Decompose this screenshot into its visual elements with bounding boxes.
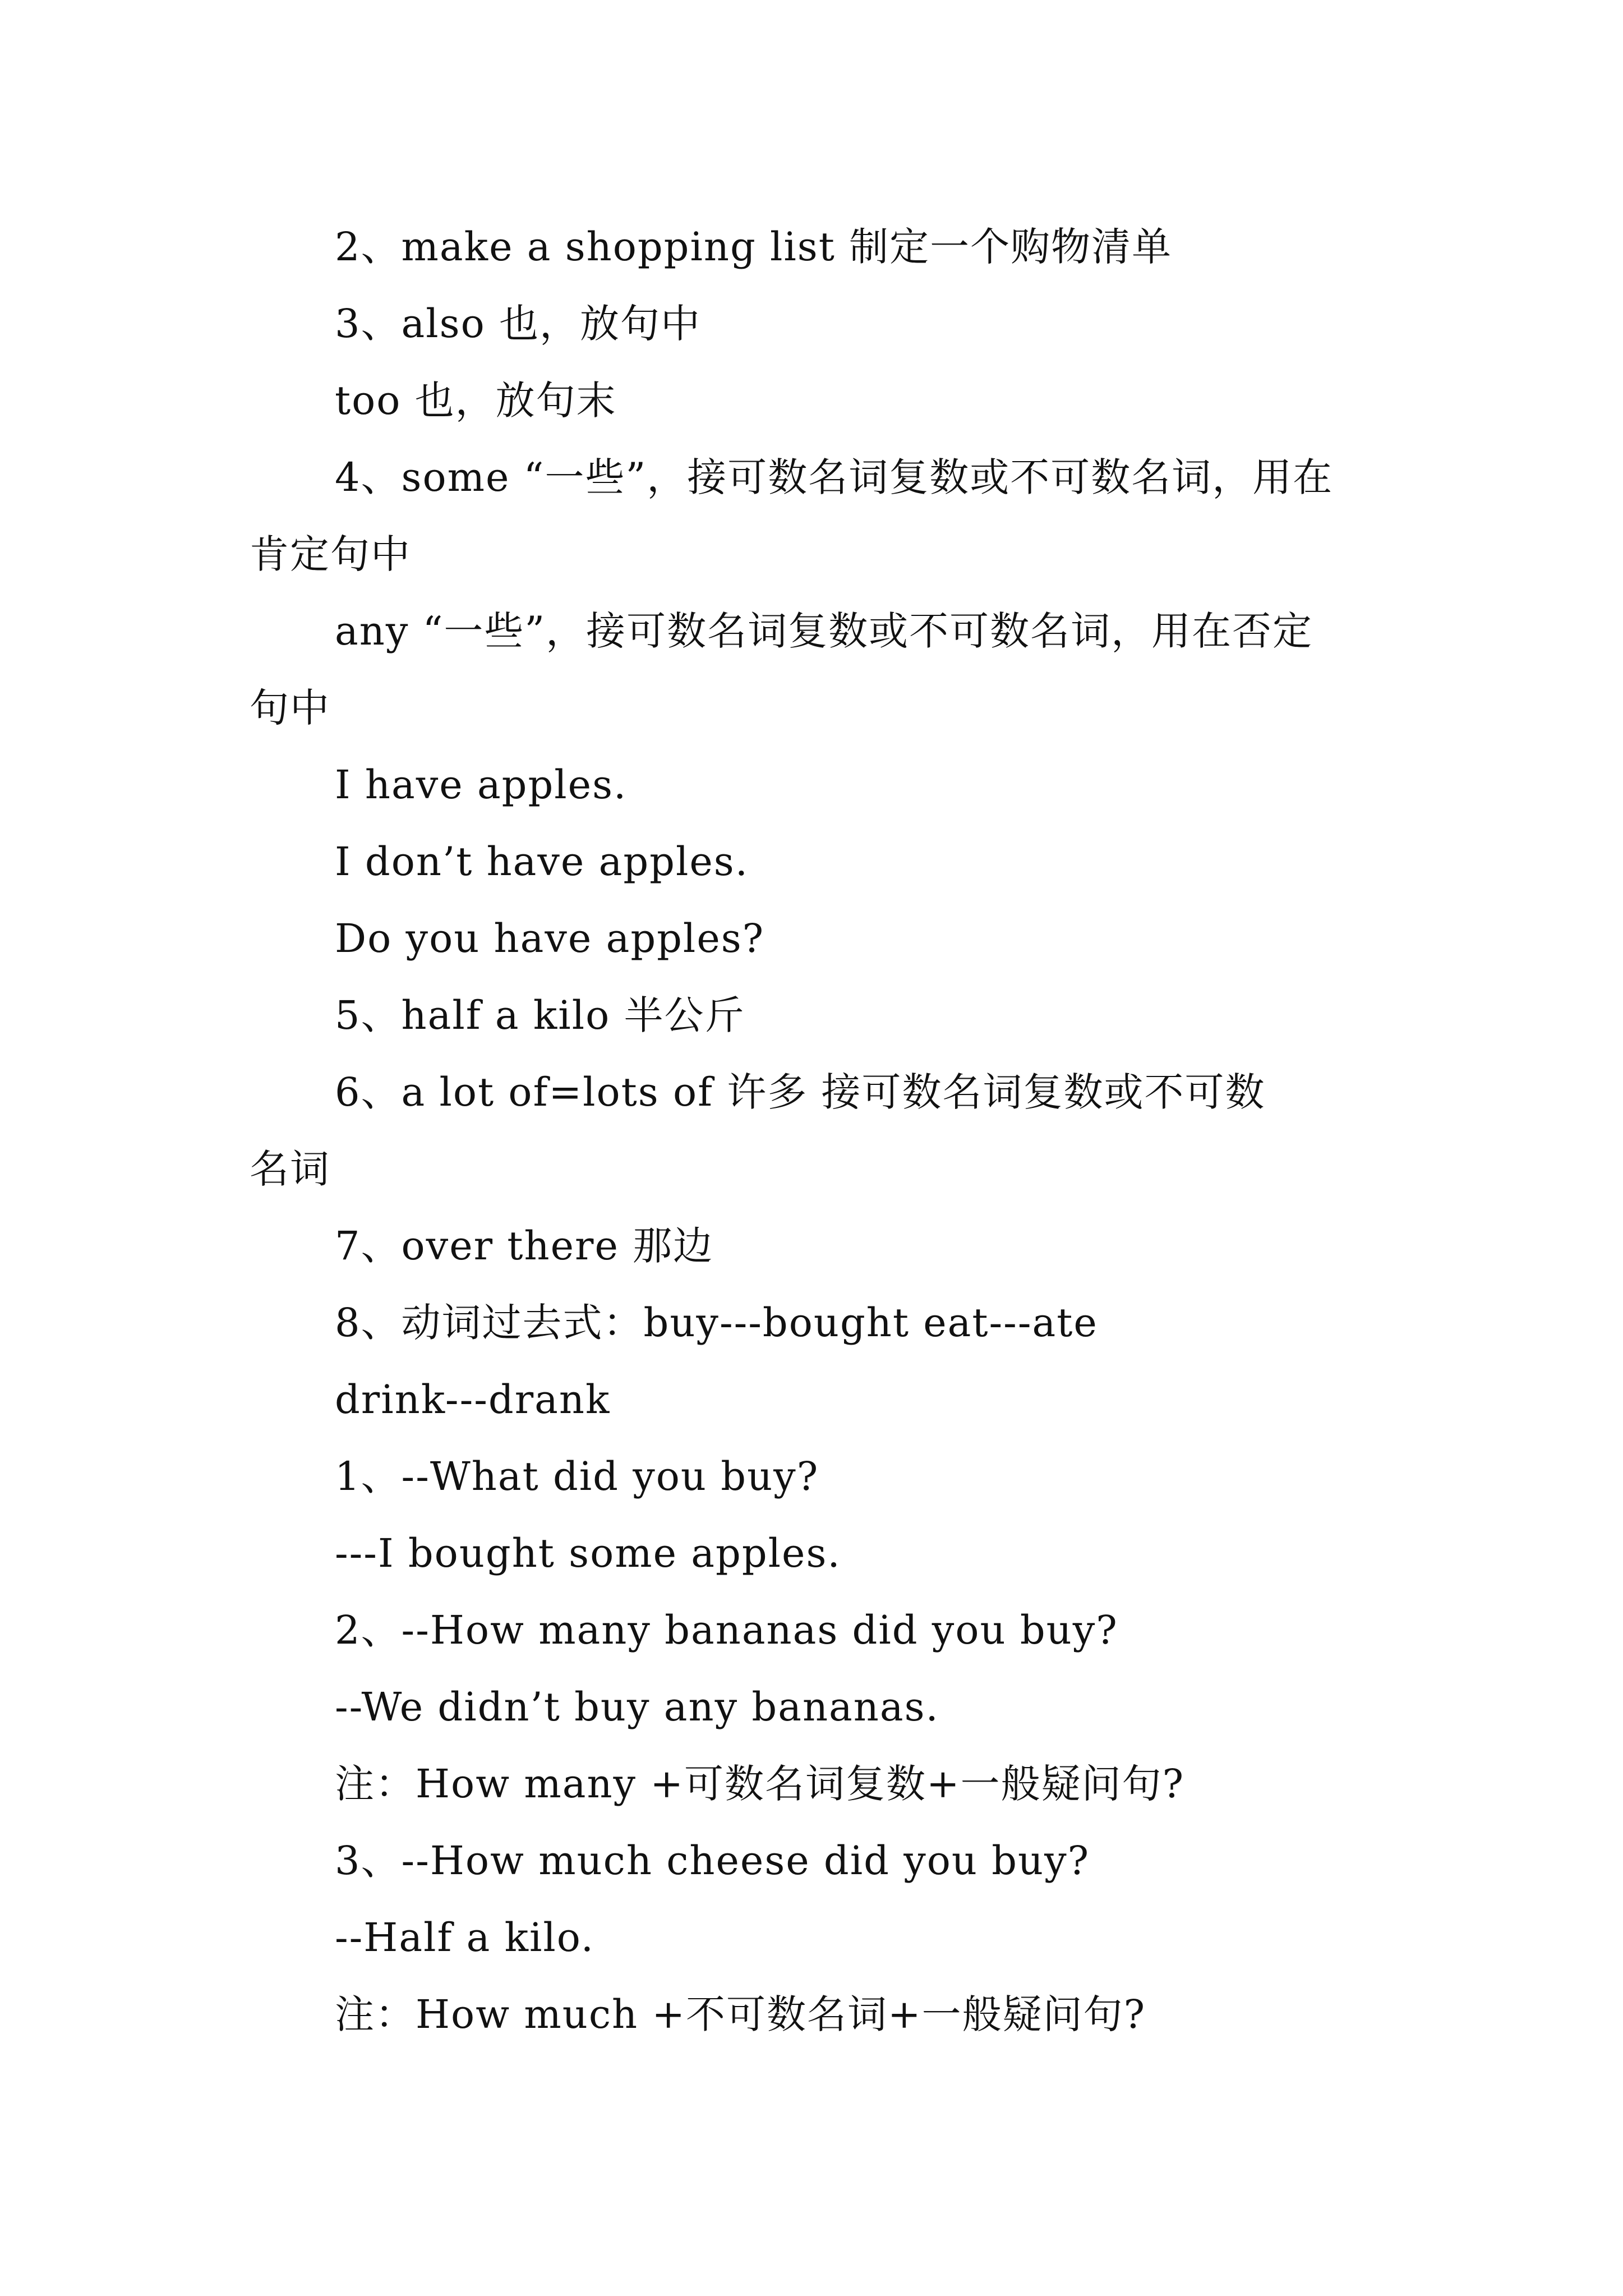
dialogue-line: 1、--What did you buy? — [335, 1453, 819, 1499]
example-sentence: I have apples. — [335, 762, 628, 808]
text-line: 2、make a shopping list 制定一个购物清单 — [335, 224, 1173, 270]
dialogue-line: 3、--How much cheese did you buy? — [335, 1838, 1090, 1884]
document-body — [250, 209, 1394, 2053]
text-line: drink---drank — [335, 1377, 611, 1423]
text-line: 5、half a kilo 半公斤 — [335, 992, 745, 1038]
text-line: 6、a lot of=lots of 许多 接可数名词复数或不可数 — [335, 1069, 1266, 1115]
dialogue-line: 2、--How many bananas did you buy? — [335, 1607, 1118, 1653]
text-line: 名词 — [250, 1146, 330, 1192]
text-line: 8、动词过去式：buy---bought eat---ate — [335, 1300, 1098, 1346]
note-line: 注：How many +可数名词复数+一般疑问句? — [335, 1761, 1185, 1807]
note-line: 注：How much +不可数名词+一般疑问句? — [335, 1991, 1146, 2037]
text-line: 4、some “一些”，接可数名词复数或不可数名词，用在 — [335, 454, 1334, 500]
text-line: 句中 — [250, 685, 330, 731]
text-line: too 也，放句末 — [335, 378, 617, 424]
example-sentence: I don’t have apples. — [335, 839, 749, 885]
text-line: 3、also 也，放句中 — [335, 301, 701, 347]
dialogue-line: --Half a kilo. — [335, 1915, 594, 1961]
dialogue-line: ---I bought some apples. — [335, 1530, 841, 1576]
dialogue-line: --We didn’t buy any bananas. — [335, 1684, 939, 1730]
text-line: 肯定句中 — [250, 531, 411, 577]
example-sentence: Do you have apples? — [335, 915, 765, 961]
text-line: 7、over there 那边 — [335, 1223, 714, 1269]
text-line: any “一些”，接可数名词复数或不可数名词，用在否定 — [335, 608, 1313, 654]
